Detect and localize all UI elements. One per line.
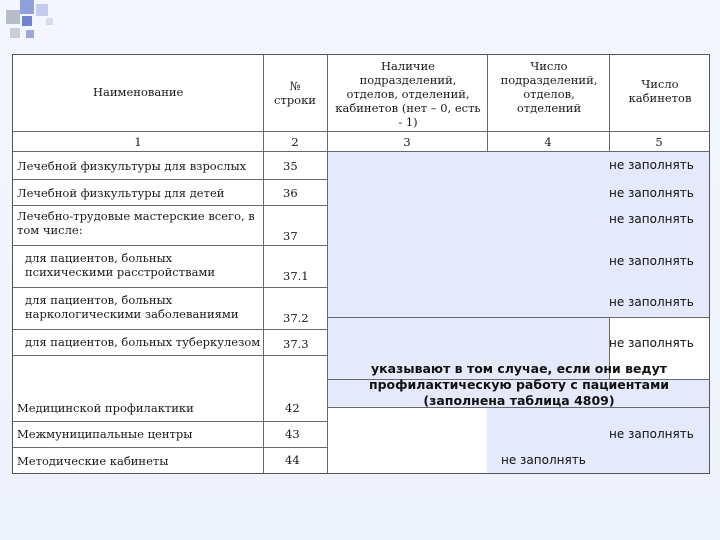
row-number-37-3: 37.3 xyxy=(283,337,309,351)
row-number-35: 35 xyxy=(283,159,298,173)
blocked-area-top xyxy=(327,151,709,317)
not-fill-note-37-2: не заполнять xyxy=(609,295,694,309)
row-name-35: Лечебной физкультуры для взрослых xyxy=(17,159,247,173)
row-name-44: Методические кабинеты xyxy=(17,454,169,468)
header-row-number: № строки xyxy=(274,79,316,107)
report-table xyxy=(12,54,710,474)
row-name-37: Лечебно-трудовые мастерские всего, в том числе: xyxy=(17,209,255,237)
header-name: Наименование xyxy=(93,85,184,99)
not-fill-note-44: не заполнять xyxy=(501,453,586,467)
col-number-1: 1 xyxy=(134,135,142,149)
row-name-36: Лечебной физкультуры для детей xyxy=(17,186,225,200)
prevention-note: указывают в том случае, если они ведут профилактическую работу с пациентами (заполнена таблица 4809) xyxy=(368,361,670,408)
not-fill-note-43: не заполнять xyxy=(609,427,694,441)
row-name-42: Медицинской профилактики xyxy=(17,401,194,415)
row-number-44: 44 xyxy=(285,453,300,467)
row-number-43: 43 xyxy=(285,427,300,441)
row-name-37-2: для пациентов, больных наркологическими заболеваниями xyxy=(25,293,239,321)
row-number-42: 42 xyxy=(285,401,300,415)
row-name-43: Межмуниципальные центры xyxy=(17,427,193,441)
col-number-5: 5 xyxy=(655,135,663,149)
row-number-36: 36 xyxy=(283,186,298,200)
not-fill-note-37: не заполнять xyxy=(609,212,694,226)
row-number-37-2: 37.2 xyxy=(283,311,309,325)
row-name-37-1: для пациентов, больных психическими расстройствами xyxy=(25,251,216,279)
row-number-37-1: 37.1 xyxy=(283,269,309,283)
not-fill-note-35: не заполнять xyxy=(609,158,694,172)
not-fill-note-37-1: не заполнять xyxy=(609,254,694,268)
row-name-37-3: для пациентов, больных туберкулезом xyxy=(25,335,261,349)
col-number-2: 2 xyxy=(291,135,299,149)
header-units-count: Число подразделений, отделов, отделений xyxy=(500,59,598,115)
not-fill-note-37-3: не заполнять xyxy=(609,336,694,350)
row-number-37: 37 xyxy=(283,229,298,243)
col-number-4: 4 xyxy=(544,135,552,149)
header-cabinets-count: Число кабинетов xyxy=(628,77,692,105)
col-number-3: 3 xyxy=(403,135,411,149)
not-fill-note-36: не заполнять xyxy=(609,186,694,200)
header-presence: Наличие подразделений, отделов, отделений, кабинетов (нет – 0, есть - 1) xyxy=(335,59,481,129)
